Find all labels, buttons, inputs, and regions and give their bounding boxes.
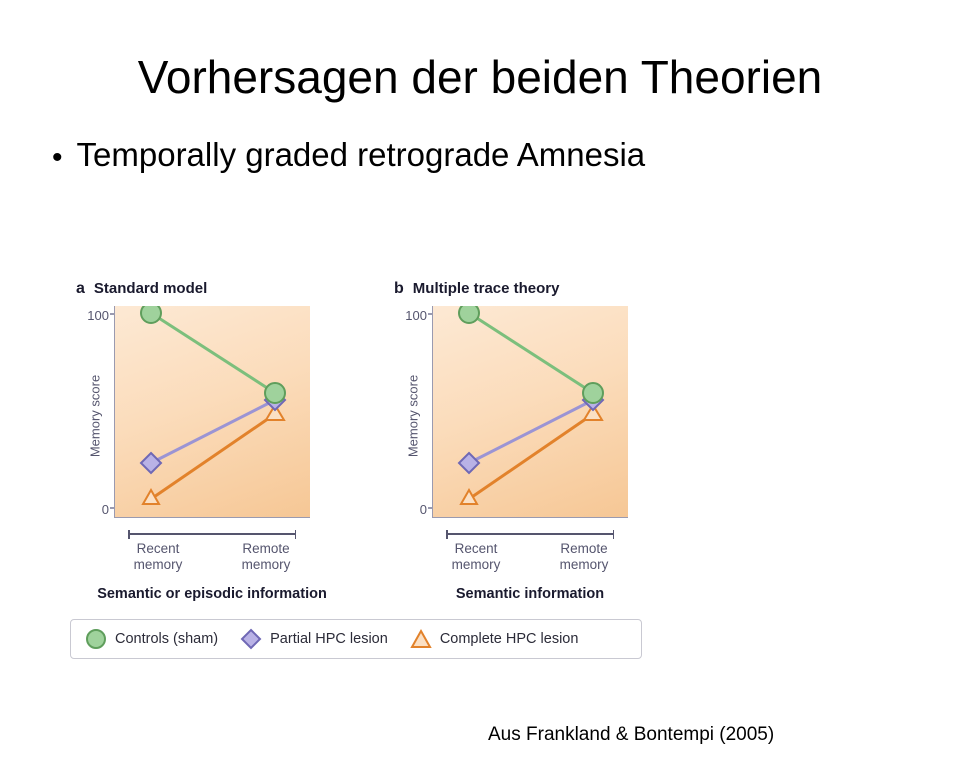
panel-b-plot	[405, 306, 644, 526]
panel-b-title: Multiple trace theory	[412, 280, 560, 297]
chart-panels	[62, 280, 682, 603]
bullet-item	[52, 137, 960, 173]
panel-a-title: Standard model	[93, 280, 208, 297]
panel-b-x-axis	[432, 530, 628, 572]
panel-b-xtick-recent: Recent memory	[451, 541, 501, 572]
legend-label-complete: Complete HPC lesion	[439, 631, 579, 648]
panel-b-x-range-bar	[432, 530, 628, 538]
page-title: Vorhersagen der beiden Theorien	[137, 51, 823, 103]
diamond-marker-icon	[240, 628, 262, 650]
panel-b-x-tick-labels	[432, 541, 628, 572]
panel-a-plot-area	[114, 306, 310, 518]
panel-a-x-axis	[114, 530, 310, 572]
legend-item-complete	[410, 628, 579, 650]
panel-a-xtick-remote: Remote memory	[241, 541, 291, 572]
panel-a-letter: a	[76, 280, 85, 297]
source-credit: Aus Frankland & Bontempi (2005)	[488, 724, 775, 745]
panel-a-y-axis-label: Memory score	[87, 374, 103, 458]
panel-b-plot-area	[432, 306, 628, 518]
triangle-marker-icon	[410, 628, 432, 650]
bullet-marker: •	[52, 140, 63, 174]
panel-b-header	[394, 280, 650, 298]
panel-a-plot	[87, 306, 326, 526]
panel-a-series	[115, 306, 311, 518]
panel-b-caption: Semantic information	[455, 586, 605, 603]
legend-label-controls: Controls (sham)	[115, 631, 219, 648]
bullet-label: Temporally graded retrograde Amnesia	[76, 135, 646, 173]
panel-a-x-range-bar	[114, 530, 310, 538]
chart-panel-b	[380, 280, 650, 603]
panel-b-y-axis-label: Memory score	[405, 374, 421, 458]
panel-a-caption: Semantic or episodic information	[97, 586, 327, 603]
circle-marker-icon	[85, 628, 107, 650]
panel-b-xtick-remote: Remote memory	[559, 541, 609, 572]
panel-a-xtick-recent: Recent memory	[133, 541, 183, 572]
legend-item-partial	[240, 628, 388, 650]
panel-b-letter: b	[394, 280, 404, 297]
panel-a-ytick-0: 0	[101, 502, 109, 517]
panel-a-ytick-100: 100	[87, 308, 109, 323]
chart-legend	[70, 619, 642, 659]
figure	[62, 280, 682, 710]
panel-b-ytick-0: 0	[419, 502, 427, 517]
panel-b-series	[433, 306, 629, 518]
legend-label-partial: Partial HPC lesion	[270, 631, 388, 648]
chart-panel-a	[62, 280, 332, 603]
panel-b-ytick-100: 100	[405, 308, 427, 323]
panel-a-x-tick-labels	[114, 541, 310, 572]
panel-a-header	[76, 280, 332, 298]
legend-item-controls	[85, 628, 218, 650]
